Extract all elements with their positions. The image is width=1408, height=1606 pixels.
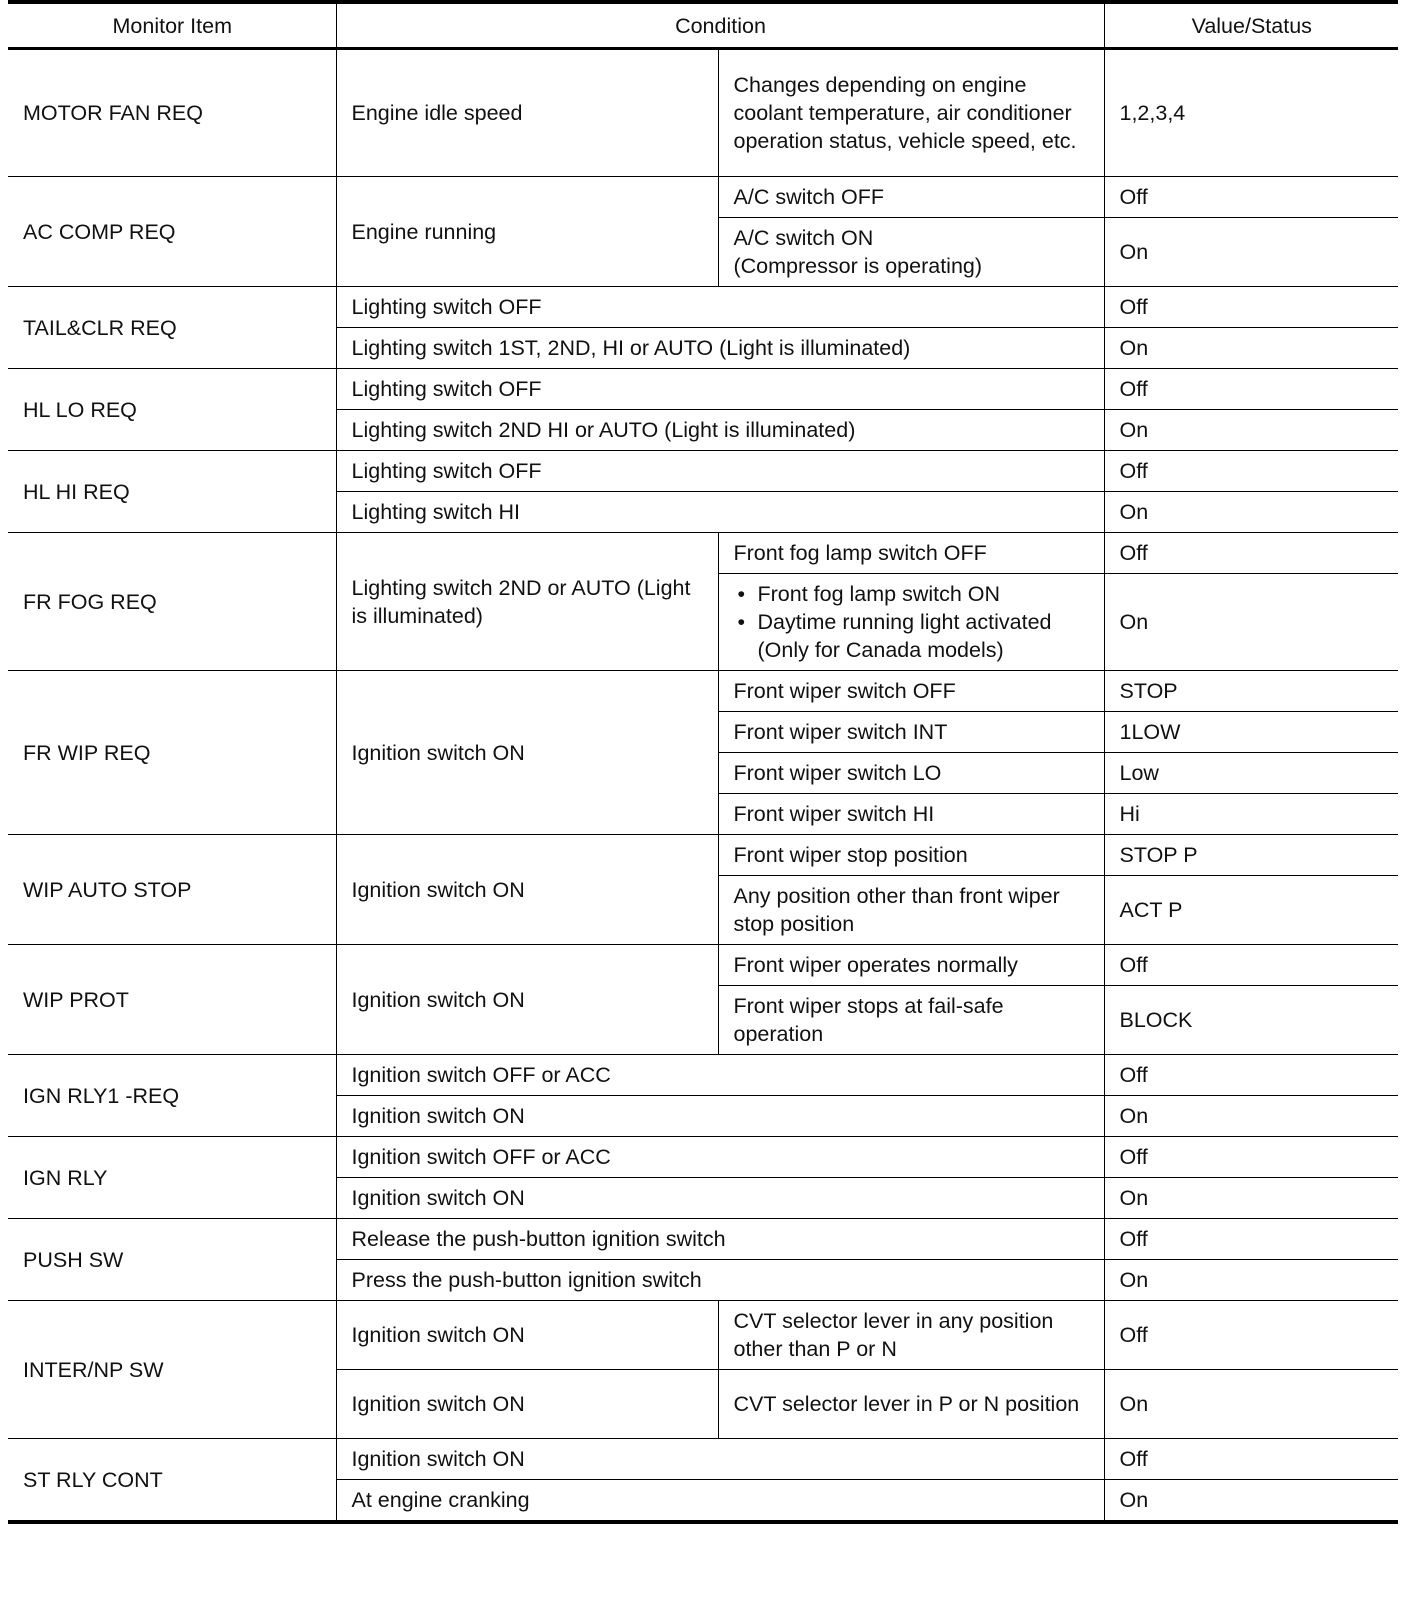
monitor-item-cell: IGN RLY1 -REQ <box>8 1055 336 1137</box>
sub-condition-cell: Front fog lamp switch OFF <box>718 533 1104 574</box>
bullet-text: Daytime running light activated <box>757 610 1052 634</box>
value-cell: On <box>1104 218 1398 287</box>
monitor-item-cell: WIP AUTO STOP <box>8 835 336 945</box>
value-cell: On <box>1104 492 1398 533</box>
condition-cell: Ignition switch ON <box>336 1439 1104 1480</box>
value-cell: Off <box>1104 287 1398 328</box>
value-cell: Off <box>1104 533 1398 574</box>
value-cell: On <box>1104 1178 1398 1219</box>
value-cell: Off <box>1104 451 1398 492</box>
value-cell: Off <box>1104 1301 1398 1370</box>
monitor-item-cell: INTER/NP SW <box>8 1301 336 1439</box>
sub-condition-cell <box>718 218 1104 287</box>
condition-cell: Ignition switch OFF or ACC <box>336 1055 1104 1096</box>
condition-cell: Ignition switch OFF or ACC <box>336 1137 1104 1178</box>
condition-cell: Lighting switch 2ND HI or AUTO (Light is illuminated) <box>336 410 1104 451</box>
condition-cell: Lighting switch OFF <box>336 287 1104 328</box>
value-cell: Off <box>1104 1439 1398 1480</box>
value-cell: Off <box>1104 1137 1398 1178</box>
value-cell: ACT P <box>1104 876 1398 945</box>
bullet-list <box>734 580 1090 664</box>
monitor-item-cell: FR FOG REQ <box>8 533 336 671</box>
monitor-item-cell: HL HI REQ <box>8 451 336 533</box>
sub-condition-cell: Front wiper switch INT <box>718 712 1104 753</box>
value-cell: STOP P <box>1104 835 1398 876</box>
value-cell: Off <box>1104 369 1398 410</box>
bullet-item <box>734 608 1090 664</box>
monitor-item-cell: TAIL&CLR REQ <box>8 287 336 369</box>
value-cell: BLOCK <box>1104 986 1398 1055</box>
condition-cell: Lighting switch 2ND or AUTO (Light is illuminated) <box>336 533 718 671</box>
monitor-item-cell: WIP PROT <box>8 945 336 1055</box>
monitor-item-cell: ST RLY CONT <box>8 1439 336 1523</box>
value-cell: Off <box>1104 945 1398 986</box>
sub-condition-cell: Front wiper stop position <box>718 835 1104 876</box>
sub-condition-cell: Front wiper switch OFF <box>718 671 1104 712</box>
value-cell: Off <box>1104 177 1398 218</box>
monitor-item-cell: IGN RLY <box>8 1137 336 1219</box>
value-cell: On <box>1104 1370 1398 1439</box>
table-row <box>8 451 1398 492</box>
table-row <box>8 287 1398 328</box>
table-row <box>8 1439 1398 1480</box>
table-row <box>8 835 1398 876</box>
table-row <box>8 945 1398 986</box>
condition-cell: Lighting switch 1ST, 2ND, HI or AUTO (Light is illuminated) <box>336 328 1104 369</box>
condition-cell: Ignition switch ON <box>336 671 718 835</box>
table-row <box>8 533 1398 574</box>
table-row <box>8 369 1398 410</box>
sub-condition-cell: CVT selector lever in any position other than P or N <box>718 1301 1104 1370</box>
sub-condition-cell: CVT selector lever in P or N position <box>718 1370 1104 1439</box>
monitor-item-cell: HL LO REQ <box>8 369 336 451</box>
value-cell: 1,2,3,4 <box>1104 49 1398 177</box>
value-cell: On <box>1104 1480 1398 1523</box>
condition-cell: Ignition switch ON <box>336 945 718 1055</box>
condition-cell: Engine idle speed <box>336 49 718 177</box>
value-cell: Low <box>1104 753 1398 794</box>
sub-condition-cell: Front wiper operates normally <box>718 945 1104 986</box>
condition-cell: Ignition switch ON <box>336 1370 718 1439</box>
value-cell: On <box>1104 574 1398 671</box>
header-condition: Condition <box>336 2 1104 49</box>
value-cell: Hi <box>1104 794 1398 835</box>
condition-cell: Press the push-button ignition switch <box>336 1260 1104 1301</box>
table-row <box>8 49 1398 177</box>
bullet-note: (Only for Canada models) <box>757 638 1004 662</box>
condition-cell: Engine running <box>336 177 718 287</box>
value-cell: On <box>1104 1096 1398 1137</box>
sub-condition-cell <box>718 574 1104 671</box>
monitor-table <box>8 0 1398 1524</box>
monitor-item-cell: PUSH SW <box>8 1219 336 1301</box>
monitor-table-sheet <box>8 0 1398 1524</box>
condition-cell: Ignition switch ON <box>336 1178 1104 1219</box>
condition-cell: At engine cranking <box>336 1480 1104 1523</box>
sub-condition-cell: A/C switch OFF <box>718 177 1104 218</box>
value-cell: Off <box>1104 1219 1398 1260</box>
condition-cell: Lighting switch OFF <box>336 451 1104 492</box>
condition-cell: Release the push-button ignition switch <box>336 1219 1104 1260</box>
sub-condition-cell: Front wiper switch HI <box>718 794 1104 835</box>
condition-cell: Lighting switch OFF <box>336 369 1104 410</box>
table-row <box>8 1219 1398 1260</box>
sub-condition-cell: Changes depending on engine coolant temperature, air conditioner operation status, vehicle speed, etc. <box>718 49 1104 177</box>
sub-condition-line: A/C switch ON <box>733 226 874 250</box>
value-cell: STOP <box>1104 671 1398 712</box>
sub-condition-cell: Front wiper switch LO <box>718 753 1104 794</box>
condition-cell: Ignition switch ON <box>336 1301 718 1370</box>
header-monitor-item: Monitor Item <box>8 2 336 49</box>
table-row <box>8 1137 1398 1178</box>
sub-condition-cell: Any position other than front wiper stop position <box>718 876 1104 945</box>
value-cell: 1LOW <box>1104 712 1398 753</box>
condition-cell: Ignition switch ON <box>336 1096 1104 1137</box>
monitor-item-cell: AC COMP REQ <box>8 177 336 287</box>
table-row <box>8 177 1398 218</box>
value-cell: On <box>1104 410 1398 451</box>
table-row <box>8 671 1398 712</box>
condition-cell: Lighting switch HI <box>336 492 1104 533</box>
table-row <box>8 1301 1398 1370</box>
header-row <box>8 2 1398 49</box>
monitor-item-cell: FR WIP REQ <box>8 671 336 835</box>
bullet-item: • Front fog lamp switch ON <box>734 580 1090 608</box>
monitor-item-cell: MOTOR FAN REQ <box>8 49 336 177</box>
table-row <box>8 1055 1398 1096</box>
header-value-status: Value/Status <box>1104 2 1398 49</box>
condition-cell: Ignition switch ON <box>336 835 718 945</box>
sub-condition-line: (Compressor is operating) <box>733 254 983 278</box>
sub-condition-cell: Front wiper stops at fail-safe operation <box>718 986 1104 1055</box>
value-cell: On <box>1104 1260 1398 1301</box>
value-cell: On <box>1104 328 1398 369</box>
value-cell: Off <box>1104 1055 1398 1096</box>
